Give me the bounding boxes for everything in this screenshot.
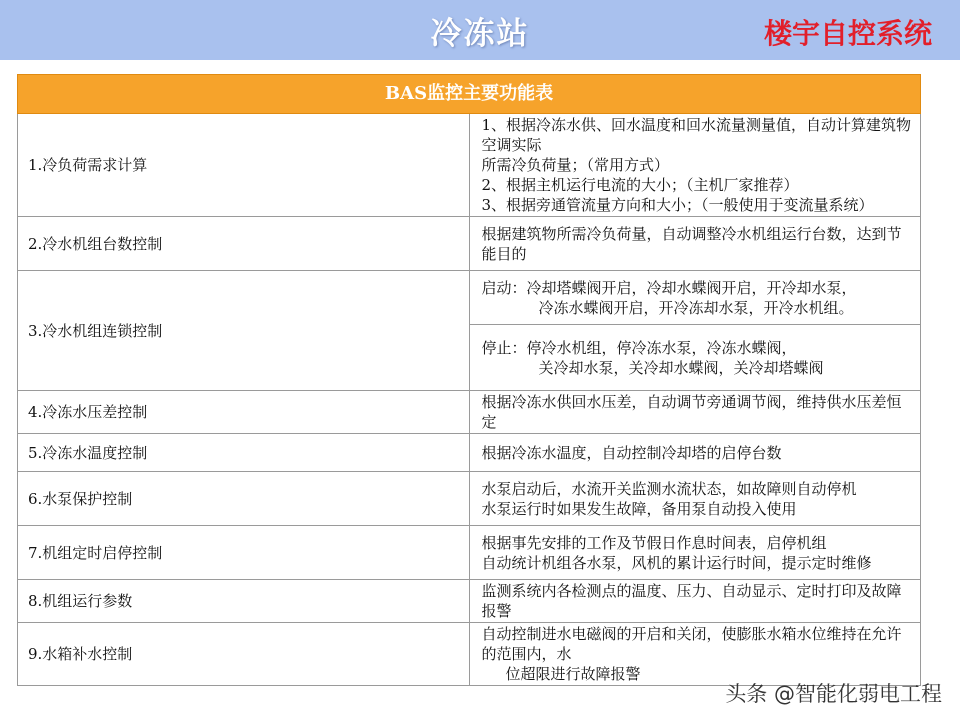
table-row [18, 623, 921, 686]
row-label: 7.机组定时启停控制 [18, 526, 470, 580]
row-text: 所需冷负荷量；（常用方式） [481, 156, 670, 174]
row-text: 关冷却水泵，关冷却水蝶阀，关冷却塔蝶阀 [538, 358, 824, 377]
row-content [469, 623, 921, 686]
watermark: 头条 @智能化弱电工程 [725, 682, 942, 706]
table-row [18, 526, 921, 580]
row-label: 4.冷冻水压差控制 [18, 391, 470, 434]
function-table [17, 74, 921, 686]
row-text: 位超限进行故障报警 [505, 665, 641, 683]
row-content [469, 217, 921, 271]
row-text: 根据建筑物所需冷负荷量，自动调整冷水机组运行台数，达到节能目的 [481, 224, 902, 263]
row-text: 根据冷冻水温度，自动控制冷却塔的启停台数 [481, 443, 782, 462]
row-text: 根据冷冻水供回水压差，自动调节旁通调节阀，维持供水压差恒定 [481, 393, 902, 431]
row-label: 1.冷负荷需求计算 [18, 114, 470, 217]
table-row [18, 271, 921, 325]
table-row [18, 217, 921, 271]
row-text: 自动统计机组各水泵，风机的累计运行时间，提示定时维修 [481, 553, 872, 572]
row-text: 2、根据主机运行电流的大小；（主机厂家推荐） [481, 176, 799, 194]
row-text: 监测系统内各检测点的温度、压力、自动显示、定时打印及故障报警 [481, 582, 902, 620]
row-content-start [469, 271, 921, 325]
row-label: 8.机组运行参数 [18, 580, 470, 623]
row-content [469, 434, 921, 472]
row-label: 2.冷水机组台数控制 [18, 217, 470, 271]
row-text: 3、根据旁通管流量方向和大小；（一般使用于变流量系统） [481, 196, 874, 214]
row-content-stop [469, 325, 921, 391]
table-heading: BAS监控主要功能表 [18, 75, 921, 114]
row-label: 6.水泵保护控制 [18, 472, 470, 526]
row-text: 根据事先安排的工作及节假日作息时间表，启停机组 [481, 533, 827, 552]
brand-label: 楼宇自控系统 [763, 17, 932, 50]
table-header-row [18, 75, 921, 114]
row-text: 水泵运行时如果发生故障，备用泵自动投入使用 [481, 499, 797, 518]
row-text: 启动：冷却塔蝶阀开启，冷却水蝶阀开启，开冷却水泵， [481, 278, 857, 297]
row-text: 水泵启动后，水流开关监测水流状态，如故障则自动停机 [481, 479, 857, 498]
row-text: 冷冻水蝶阀开启，开冷冻却水泵，开冷水机组。 [538, 298, 854, 317]
row-content [469, 114, 921, 217]
row-text: 自动控制进水电磁阀的开启和关闭，使膨胀水箱水位维持在允许的范围内，水 [481, 625, 902, 663]
row-label: 9.水箱补水控制 [18, 623, 470, 686]
table-row [18, 434, 921, 472]
row-label: 3.冷水机组连锁控制 [18, 271, 470, 391]
table-row [18, 391, 921, 434]
row-content [469, 391, 921, 434]
header-bar [0, 0, 960, 60]
row-content [469, 472, 921, 526]
page-title: 冷冻站 [430, 16, 530, 52]
row-content [469, 580, 921, 623]
table-row [18, 472, 921, 526]
row-content [469, 526, 921, 580]
table-row [18, 580, 921, 623]
row-text: 停止：停冷水机组，停冷冻水泵，冷冻水蝶阀， [481, 338, 797, 357]
row-label: 5.冷冻水温度控制 [18, 434, 470, 472]
table-row [18, 114, 921, 217]
row-text: 1、根据冷冻水供、回水温度和回水流量测量值，自动计算建筑物空调实际 [481, 116, 912, 154]
